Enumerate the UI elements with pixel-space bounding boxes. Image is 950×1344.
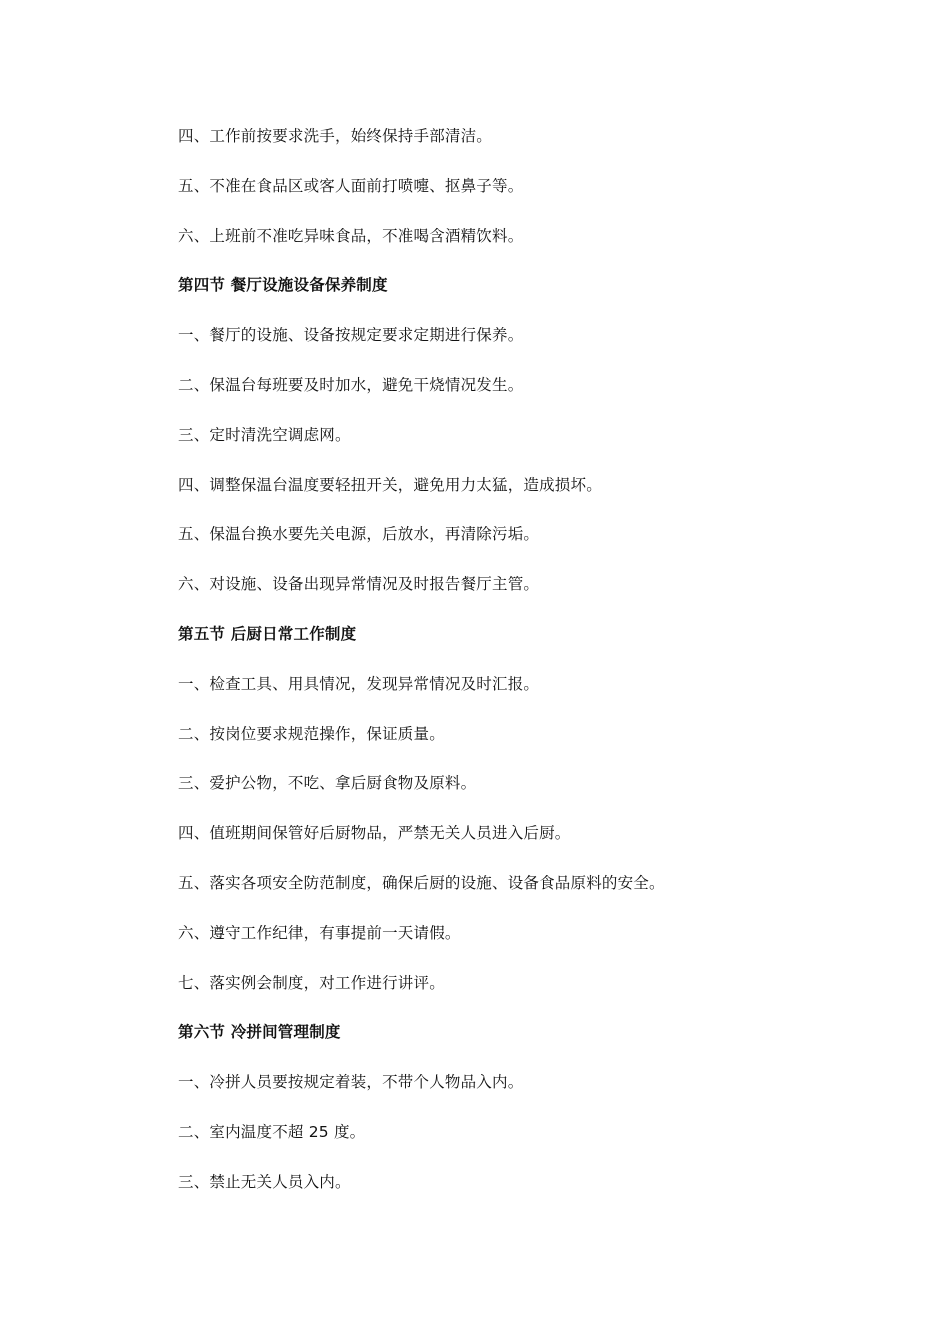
list-item: 一、检查工具、用具情况，发现异常情况及时汇报。 (178, 674, 540, 693)
section-heading: 第五节 后厨日常工作制度 (178, 624, 357, 643)
list-item: 二、室内温度不超 25 度。 (178, 1122, 366, 1141)
section-heading: 第六节 冷拼间管理制度 (178, 1023, 341, 1042)
document-body (178, 124, 878, 1220)
list-item: 四、调整保温台温度要轻扭开关，避免用力太猛，造成损坏。 (178, 475, 602, 494)
list-item: 三、禁止无关人员入内。 (178, 1172, 351, 1191)
list-item: 一、餐厅的设施、设备按规定要求定期进行保养。 (178, 326, 524, 345)
list-item: 五、不准在食品区或客人面前打喷嚏、抠鼻子等。 (178, 176, 524, 195)
list-item: 三、定时清洗空调虑网。 (178, 425, 351, 444)
list-item: 五、保温台换水要先关电源，后放水，再清除污垢。 (178, 525, 540, 544)
list-item: 七、落实例会制度，对工作进行讲评。 (178, 973, 445, 992)
list-item: 五、落实各项安全防范制度，确保后厨的设施、设备食品原料的安全。 (178, 873, 665, 892)
list-item: 二、保温台每班要及时加水，避免干烧情况发生。 (178, 375, 524, 394)
list-item: 六、对设施、设备出现异常情况及时报告餐厅主管。 (178, 575, 540, 594)
list-item: 四、工作前按要求洗手，始终保持手部清洁。 (178, 127, 493, 145)
list-item: 三、爱护公物，不吃、拿后厨食物及原料。 (178, 774, 477, 793)
section-heading: 第四节 餐厅设施设备保养制度 (178, 276, 388, 295)
list-item: 一、冷拼人员要按规定着装，不带个人物品入内。 (178, 1073, 524, 1092)
list-item: 二、按岗位要求规范操作，保证质量。 (178, 724, 445, 743)
list-item: 六、上班前不准吃异味食品，不准喝含酒精饮料。 (178, 226, 524, 245)
list-item: 四、值班期间保管好后厨物品，严禁无关人员进入后厨。 (178, 824, 571, 843)
list-item: 六、遵守工作纪律，有事提前一天请假。 (178, 923, 461, 942)
